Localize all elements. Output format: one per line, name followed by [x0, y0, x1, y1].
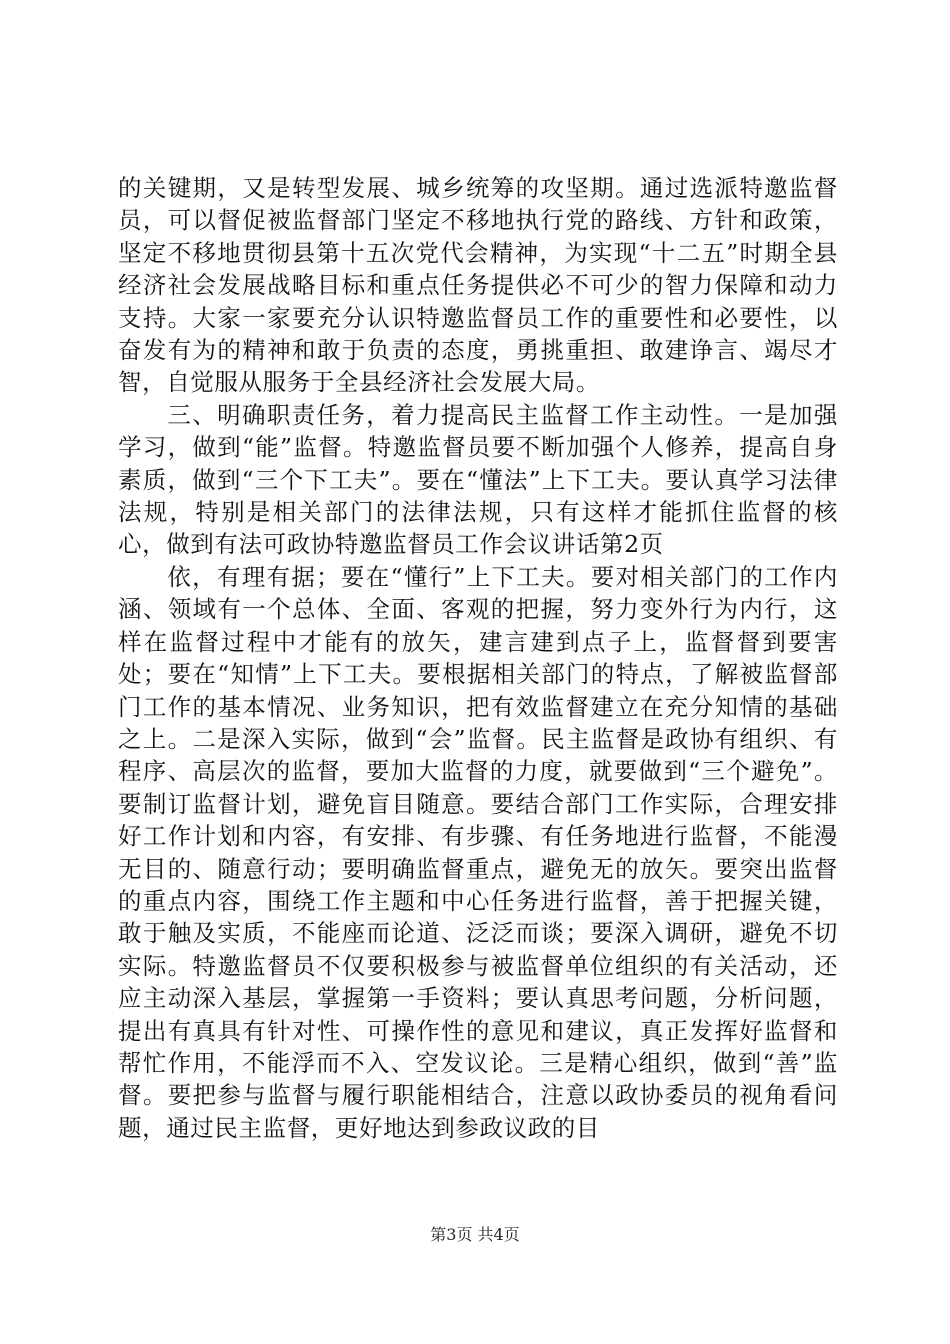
document-body — [118, 172, 838, 1144]
page-footer: 第3页 共4页 — [430, 1225, 520, 1244]
paragraph-1: 的关键期，又是转型发展、城乡统筹的攻坚期。通过选派特邀监督员，可以督促被监督部门坚定不移地执行党的路线、方针和政策，坚定不移地贯彻县第十五次党代会精神，为实现“十二五”时期全县经济社会发展战略目标和重点任务提供必不可少的智力保障和动力支持。大家一家要充分认识特邀监督员工作的重要性和必要性，以奋发有为的精神和敢于负责的态度，勇挑重担、敢建诤言、竭尽才智，自觉服从服务于全县经济社会发展大局。 — [118, 174, 838, 397]
paragraph-2: 三、明确职责任务，着力提高民主监督工作主动性。一是加强学习，做到“能”监督。特邀监督员要不断加强个人修养，提高自身素质，做到“三个下工夫”。要在“懂法”上下工夫。要认真学习法律法规，特别是相关部门的法律法规，只有这样才能抓住监督的核心，做到有法可政协特邀监督员工作会议讲话第2页 — [118, 400, 838, 559]
paragraph-3: 依，有理有据；要在“懂行”上下工夫。要对相关部门的工作内涵、领域有一个总体、全面、客观的把握，努力变外行为内行，这样在监督过程中才能有的放矢，建言建到点子上，监督督到要害处；要在“知情”上下工夫。要根据相关部门的特点，了解被监督部门工作的基本情况、业务知识，把有效监督建立在充分知情的基础之上。二是深入实际，做到“会”监督。民主监督是政协有组织、有程序、高层次的监督，要加大监督的力度，就要做到“三个避免”。要制订监督计划，避免盲目随意。要结合部门工作实际，合理安排好工作计划和内容，有安排、有步骤、有任务地进行监督，不能漫无目的、随意行动；要明确监督重点，避免无的放矢。要突出监督的重点内容，围绕工作主题和中心任务进行监督，善于把握关键，敢于触及实质，不能座而论道、泛泛而谈；要深入调研，避免不切实际。特邀监督员不仅要积极参与被监督单位组织的有关活动，还应主动深入基层，掌握第一手资料；要认真思考问题，分析问题，提出有真具有针对性、可操作性的意见和建议，真正发挥好监督和帮忙作用，不能浮而不入、空发议论。三是精心组织，做到“善”监督。要把参与监督与履行职能相结合，注意以政协委员的视角看问题，通过民主监督，更好地达到参政议政的目 — [118, 562, 838, 1142]
